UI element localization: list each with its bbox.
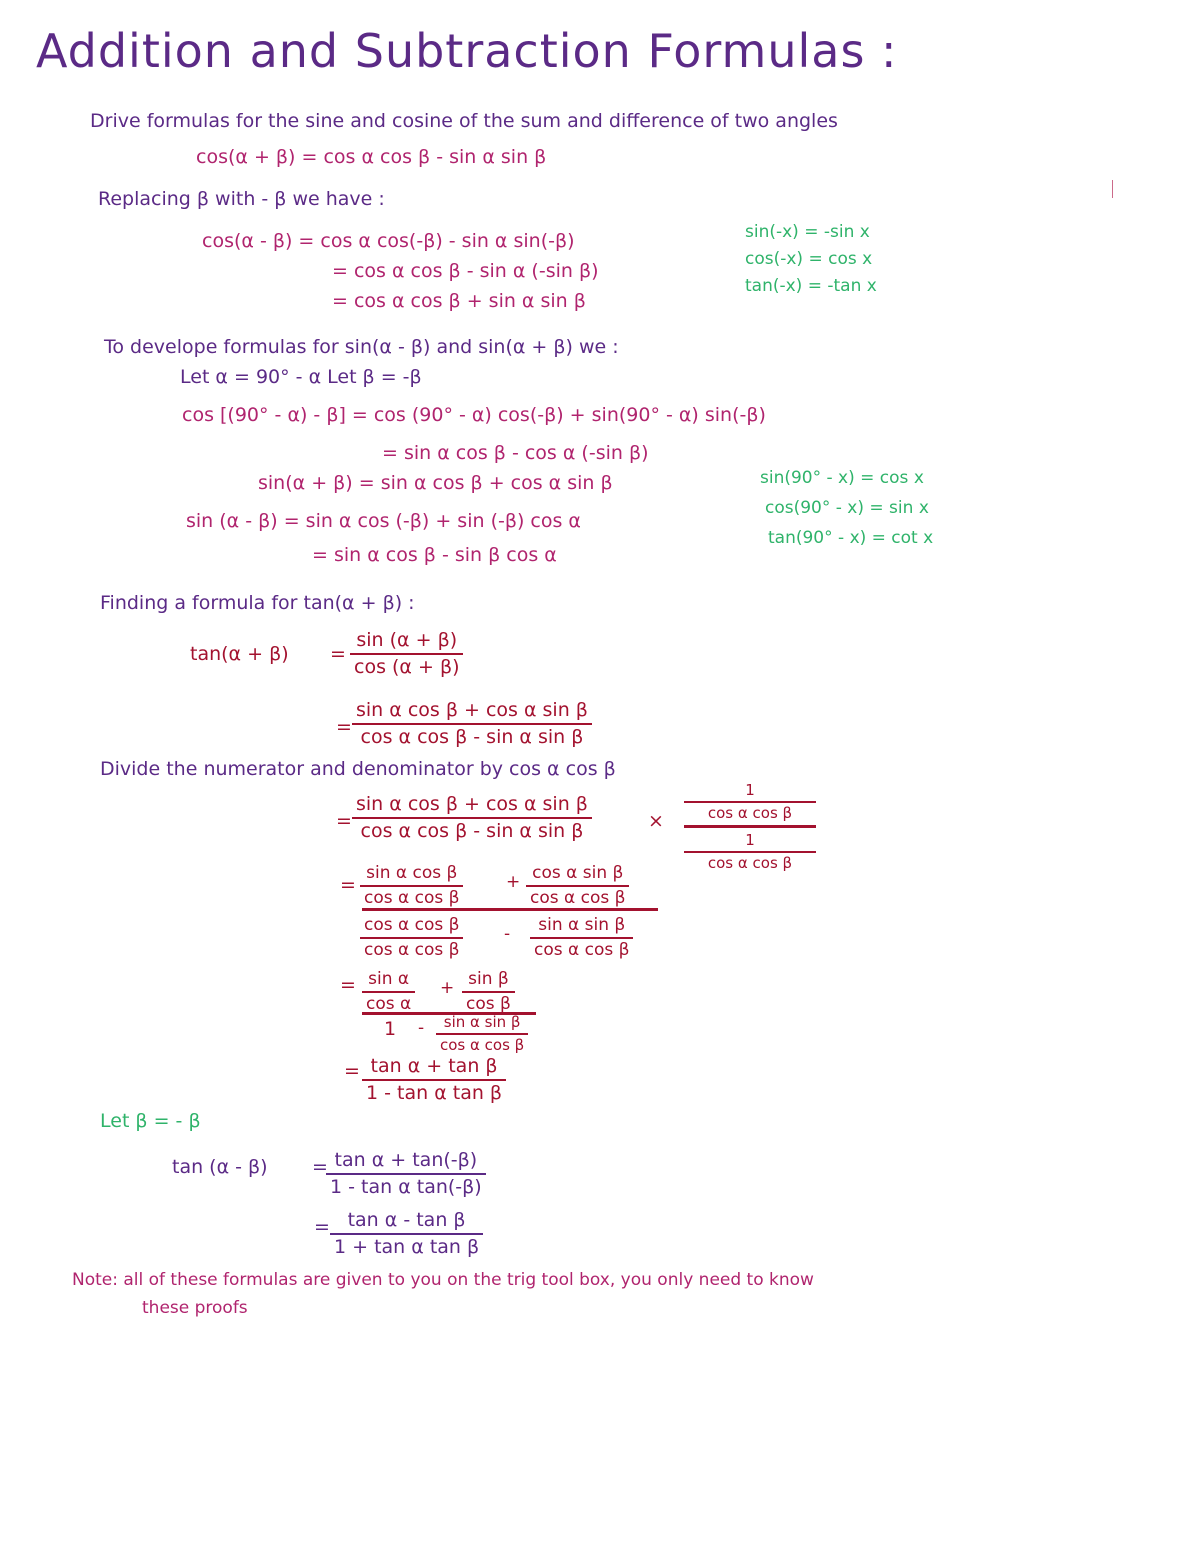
eq-sign: = bbox=[314, 1216, 330, 1238]
eq-sign: = bbox=[336, 810, 352, 832]
step4-b bbox=[526, 864, 629, 907]
cofunction-step-1: cos [(90° - α) - β] = cos (90° - α) cos(-β) + sin(90° - α) sin(-β) bbox=[182, 404, 766, 426]
fraction-bar bbox=[684, 851, 816, 853]
multiplier-top-fraction bbox=[684, 782, 816, 821]
fraction-denominator: cos (α + β) bbox=[354, 655, 460, 678]
tan-step-3-fraction bbox=[352, 794, 592, 842]
fraction-denominator: cos α cos β bbox=[707, 803, 793, 822]
develop-text: To develope formulas for sin(α - β) and sin(α + β) we : bbox=[104, 336, 619, 358]
eq-sign: = bbox=[340, 974, 356, 996]
replacing-text: Replacing β with - β we have : bbox=[98, 188, 385, 210]
page-title: Addition and Subtraction Formulas : bbox=[36, 24, 898, 78]
fraction-numerator: sin α cos β bbox=[366, 863, 458, 883]
cos-diff-line-2: = cos α cos β - sin α (-sin β) bbox=[332, 260, 599, 282]
fraction-bar bbox=[326, 1173, 486, 1175]
fraction-denominator: cos α cos β bbox=[534, 939, 630, 960]
fraction-denominator: cos α cos β bbox=[364, 887, 460, 908]
step5-c bbox=[436, 1014, 528, 1053]
cos-diff-line-1: cos(α - β) = cos α cos(-β) - sin α sin(-β) bbox=[202, 230, 575, 252]
eq-sign: = bbox=[312, 1156, 328, 1178]
finding-tan-text: Finding a formula for tan(α + β) : bbox=[100, 592, 415, 614]
one-digit: 1 bbox=[384, 1018, 397, 1040]
fraction-numerator: sin α sin β bbox=[443, 1013, 521, 1031]
cos-sum-formula: cos(α + β) = cos α cos β - sin α sin β bbox=[196, 146, 547, 168]
identity-cos-cofunction: cos(90° - x) = sin x bbox=[765, 498, 929, 518]
fraction-bar bbox=[360, 885, 463, 887]
tan-diff-lhs: tan (α - β) bbox=[172, 1156, 268, 1178]
tan-diff-result bbox=[330, 1210, 483, 1258]
cos-diff-line-3: = cos α cos β + sin α sin β bbox=[332, 290, 586, 312]
fraction-bar bbox=[684, 801, 816, 803]
fraction-bar bbox=[362, 1079, 506, 1081]
fraction-numerator: 1 bbox=[745, 781, 755, 799]
fraction-numerator: cos α sin β bbox=[532, 863, 624, 883]
identity-sin-neg: sin(-x) = -sin x bbox=[745, 222, 870, 242]
plus-sign: + bbox=[506, 872, 521, 892]
plus-sign: + bbox=[440, 978, 455, 998]
main-fraction-bar bbox=[684, 825, 816, 828]
fraction-denominator: cos β bbox=[466, 993, 511, 1014]
fraction-numerator: tan α - tan β bbox=[347, 1209, 466, 1231]
let-substitution: Let α = 90° - α Let β = -β bbox=[180, 366, 422, 388]
eq-sign: = bbox=[330, 643, 346, 665]
divide-note: Divide the numerator and denominator by cos α cos β bbox=[100, 758, 616, 780]
fraction-numerator: sin β bbox=[468, 969, 509, 989]
main-fraction-bar bbox=[362, 908, 658, 911]
eq-sign: = bbox=[336, 716, 352, 738]
multiplier-fraction bbox=[684, 782, 816, 871]
identity-tan-cofunction: tan(90° - x) = cot x bbox=[768, 528, 934, 548]
fraction-bar bbox=[352, 723, 592, 725]
tan-lhs: tan(α + β) bbox=[190, 643, 289, 665]
cofunction-step-2: = sin α cos β - cos α (-sin β) bbox=[382, 442, 649, 464]
fraction-denominator: 1 - tan α tan(-β) bbox=[330, 1175, 482, 1198]
tan-step-1-fraction bbox=[350, 630, 463, 678]
fraction-bar bbox=[352, 817, 592, 819]
tan-step-2-fraction bbox=[352, 700, 592, 748]
fraction-denominator: cos α bbox=[366, 993, 412, 1014]
fraction-bar bbox=[362, 991, 415, 993]
fraction-denominator: 1 + tan α tan β bbox=[334, 1235, 480, 1258]
let-negative-beta: Let β = - β bbox=[100, 1110, 201, 1132]
times-sign: × bbox=[648, 810, 664, 832]
sin-diff-line-1: sin (α - β) = sin α cos (-β) + sin (-β) cos α bbox=[186, 510, 581, 532]
fraction-denominator: cos α cos β bbox=[440, 1035, 525, 1054]
multiplier-bottom-fraction bbox=[684, 832, 816, 871]
fraction-denominator: 1 - tan α tan β bbox=[366, 1081, 503, 1104]
sin-diff-line-2: = sin α cos β - sin β cos α bbox=[312, 544, 557, 566]
fraction-bar bbox=[530, 937, 633, 939]
fraction-numerator: sin α cos β + cos α sin β bbox=[356, 793, 588, 815]
eq-sign: = bbox=[344, 1060, 360, 1082]
minus-sign: - bbox=[418, 1018, 425, 1038]
fraction-bar bbox=[350, 653, 463, 655]
sin-sum-formula: sin(α + β) = sin α cos β + cos α sin β bbox=[258, 472, 613, 494]
fraction-bar bbox=[330, 1233, 483, 1235]
fraction-numerator: sin (α + β) bbox=[356, 629, 458, 651]
fraction-numerator: sin α sin β bbox=[538, 915, 626, 935]
step5-b bbox=[462, 970, 515, 1013]
note-text-continued: these proofs bbox=[142, 1298, 248, 1318]
fraction-bar bbox=[436, 1033, 528, 1035]
intro-text: Drive formulas for the sine and cosine of the sum and difference of two angles bbox=[90, 110, 838, 132]
fraction-numerator: tan α + tan(-β) bbox=[334, 1149, 478, 1171]
margin-mark bbox=[1112, 180, 1113, 198]
note-text: Note: all of these formulas are given to you on the trig tool box, you only need to know bbox=[72, 1270, 814, 1290]
eq-sign: = bbox=[340, 874, 356, 896]
fraction-bar bbox=[462, 991, 515, 993]
identity-sin-cofunction: sin(90° - x) = cos x bbox=[760, 468, 924, 488]
fraction-denominator: cos α cos β bbox=[530, 887, 626, 908]
fraction-bar bbox=[526, 885, 629, 887]
fraction-bar bbox=[360, 937, 463, 939]
tan-diff-step-1 bbox=[326, 1150, 486, 1198]
fraction-numerator: 1 bbox=[745, 831, 755, 849]
fraction-numerator: sin α cos β + cos α sin β bbox=[356, 699, 588, 721]
fraction-numerator: cos α cos β bbox=[364, 915, 460, 935]
fraction-numerator: sin α bbox=[368, 969, 410, 989]
step4-c bbox=[360, 916, 463, 959]
fraction-denominator: cos α cos β - sin α sin β bbox=[360, 819, 584, 842]
step4-a bbox=[360, 864, 463, 907]
fraction-denominator: cos α cos β - sin α sin β bbox=[360, 725, 584, 748]
identity-tan-neg: tan(-x) = -tan x bbox=[745, 276, 877, 296]
fraction-denominator: cos α cos β bbox=[707, 853, 793, 872]
minus-sign: - bbox=[504, 924, 511, 944]
tan-sum-result bbox=[362, 1056, 506, 1104]
step4-d bbox=[530, 916, 633, 959]
fraction-denominator: cos α cos β bbox=[364, 939, 460, 960]
fraction-numerator: tan α + tan β bbox=[370, 1055, 498, 1077]
step5-a bbox=[362, 970, 415, 1013]
identity-cos-neg: cos(-x) = cos x bbox=[745, 249, 873, 269]
